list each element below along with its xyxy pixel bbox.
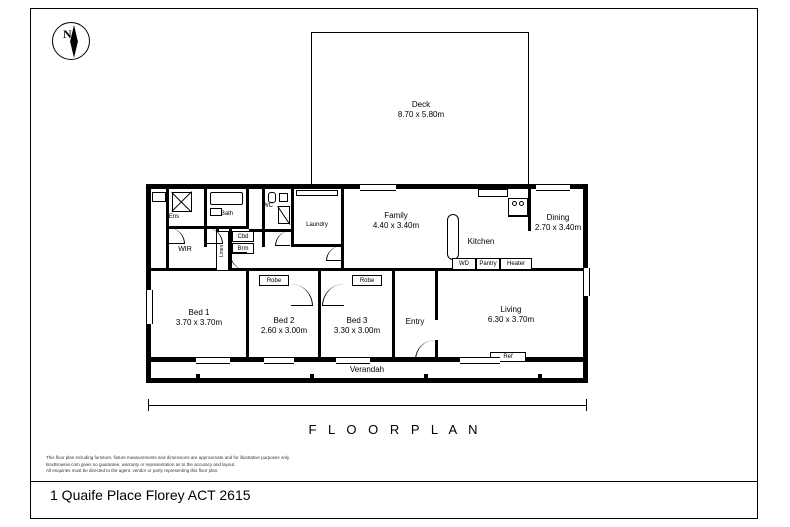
disclaimer-line-1: This floor plan including furniture, fixture measurements and dimensions are approximate and for illustrative purposes only. bbox=[46, 455, 291, 460]
kitchen-sink-bowl-2 bbox=[519, 201, 524, 206]
window-bed1 bbox=[196, 357, 230, 364]
dimension-line bbox=[148, 405, 586, 406]
verandah-post-4 bbox=[538, 374, 542, 378]
dimension-tick-left bbox=[148, 399, 149, 411]
wall-laundry-left bbox=[291, 189, 294, 247]
disclaimer-line-2: BoxBrownie.com gives no guarantee, warranty or representation as to the accuracy and layout. bbox=[46, 461, 236, 467]
window-living-right bbox=[583, 268, 590, 296]
space-label-kitchen: Kitchen bbox=[467, 237, 495, 246]
wall-entry-right-upper bbox=[435, 268, 438, 320]
kitchen-sink bbox=[508, 198, 528, 216]
bath-tub bbox=[210, 192, 243, 205]
bath-basin bbox=[210, 208, 222, 216]
fixture-wd: Pantry bbox=[476, 258, 500, 270]
window-dining bbox=[536, 184, 570, 191]
window-living bbox=[460, 357, 500, 364]
wall-bed3-entry bbox=[392, 268, 395, 362]
room-label-bed1: Bed 1 3.70 x 3.70m bbox=[175, 308, 223, 327]
kitchen-cooktop bbox=[478, 189, 508, 197]
fixture-robe-bed3: Robe bbox=[352, 275, 382, 286]
verandah-post-1 bbox=[196, 374, 200, 378]
room-label-bed3: Bed 3 3.30 x 3.00m bbox=[333, 316, 381, 335]
fixture-brm: Brm bbox=[232, 243, 254, 254]
wall-verandah-bottom bbox=[146, 378, 588, 383]
wall-bed1-bed2 bbox=[246, 268, 249, 362]
wc-pan bbox=[268, 192, 276, 203]
ens-basin bbox=[152, 192, 166, 202]
space-label-wir: WIR bbox=[178, 246, 192, 253]
window-family bbox=[360, 184, 396, 191]
kitchen-bench-edge bbox=[508, 216, 528, 217]
property-address: 1 Quaife Place Florey ACT 2615 bbox=[50, 487, 251, 503]
window-bed3 bbox=[336, 357, 370, 364]
room-label-bed2: Bed 2 2.60 x 3.00m bbox=[260, 316, 308, 335]
wall-bath-right bbox=[246, 189, 249, 227]
wall-wc-left bbox=[262, 189, 265, 247]
fixture-pantry: Heater bbox=[500, 258, 532, 270]
disclaimer bbox=[46, 455, 446, 475]
room-label-deck: Deck 8.70 x 5.80m bbox=[397, 100, 445, 119]
dimension-tick-right bbox=[586, 399, 587, 411]
wall-verandah-right bbox=[583, 362, 588, 383]
kitchen-island bbox=[447, 214, 459, 260]
laundry-bench bbox=[296, 190, 338, 196]
wc-basin bbox=[279, 193, 288, 202]
room-label-family: Family 4.40 x 3.40m bbox=[372, 211, 420, 230]
space-label-verandah: Verandah bbox=[349, 365, 385, 374]
wall-verandah-left bbox=[146, 362, 151, 383]
space-label-ens: Ens bbox=[168, 214, 180, 220]
fixture-linen: Linen bbox=[216, 231, 229, 271]
fixture-cbd: Cbd bbox=[232, 231, 254, 242]
compass-needle-south bbox=[70, 41, 78, 58]
space-label-wc: WC bbox=[263, 203, 273, 209]
room-label-living: Living 6.30 x 3.70m bbox=[487, 305, 535, 324]
disclaimer-line-3: All enquiries must be directed to the agent, vendor or party representing this floor plan. bbox=[46, 468, 219, 473]
space-label-laundry: Laundry bbox=[306, 222, 328, 228]
page-title: F L O O R P L A N bbox=[308, 422, 482, 437]
wall-bed2-bed3 bbox=[318, 268, 321, 362]
fixture-ref: WD bbox=[452, 258, 476, 270]
space-label-bath: Bath bbox=[220, 211, 234, 217]
wall-family-left bbox=[341, 189, 344, 269]
wall-bed23-top bbox=[249, 268, 395, 271]
room-label-dining: Dining 2.70 x 3.40m bbox=[534, 213, 582, 232]
kitchen-sink-bowl-1 bbox=[512, 201, 517, 206]
window-bed1-left bbox=[146, 290, 153, 324]
footer-divider bbox=[31, 481, 757, 482]
wall-bed1-top bbox=[151, 268, 249, 271]
fixture-heater: Ref bbox=[490, 352, 526, 362]
compass-north-letter: N bbox=[63, 27, 72, 41]
verandah-post-3 bbox=[424, 374, 428, 378]
wall-left bbox=[146, 184, 151, 362]
window-bed2 bbox=[264, 357, 294, 364]
fixture-robe-bed2: Robe bbox=[259, 275, 289, 286]
north-compass-icon bbox=[52, 22, 90, 60]
space-label-entry: Entry bbox=[405, 317, 425, 326]
verandah-post-2 bbox=[310, 374, 314, 378]
wall-entry-right-lower bbox=[435, 340, 438, 362]
kitchen-rangehood bbox=[478, 186, 508, 189]
